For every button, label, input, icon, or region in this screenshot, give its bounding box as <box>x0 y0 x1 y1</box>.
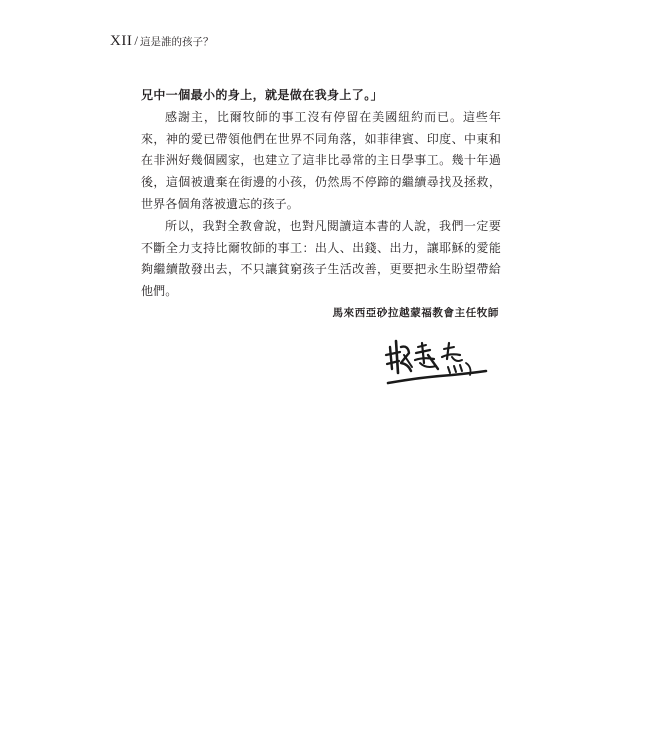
header-separator: / <box>134 33 138 48</box>
paragraph-support: 所以，我對全教會說，也對凡閱讀這本書的人說，我們一定要不斷全力支持比爾牧師的事工：出人、出錢、出力，讓耶穌的愛能夠繼續散發出去，不只讓貧窮孩子生活改善，更要把永生盼望帶給他們。 <box>141 218 501 299</box>
author-credit: 馬來西亞砂拉越蒙福教會主任牧師 <box>332 307 499 319</box>
quote-continuation: 兄中一個最小的身上，就是做在我身上了。」 <box>141 88 384 102</box>
page-number: XII <box>110 33 133 49</box>
paragraph-thanks: 感謝主，比爾牧師的事工沒有停留在美國紐約而已。這些年來，神的愛已帶領他們在世界不同角落，如菲律賓、印度、中東和在非洲好幾個國家，也建立了這非比尋常的主日學事工。幾十年過後，這個被遺棄在街邊的小孩，仍然馬不停蹄的繼續尋找及拯救，世界各個角落被遺忘的孩子。 <box>141 109 501 211</box>
body-text <box>141 85 501 303</box>
signature-image <box>382 333 490 391</box>
running-header <box>110 33 213 50</box>
chapter-title: 這是誰的孩子？ <box>139 36 214 48</box>
